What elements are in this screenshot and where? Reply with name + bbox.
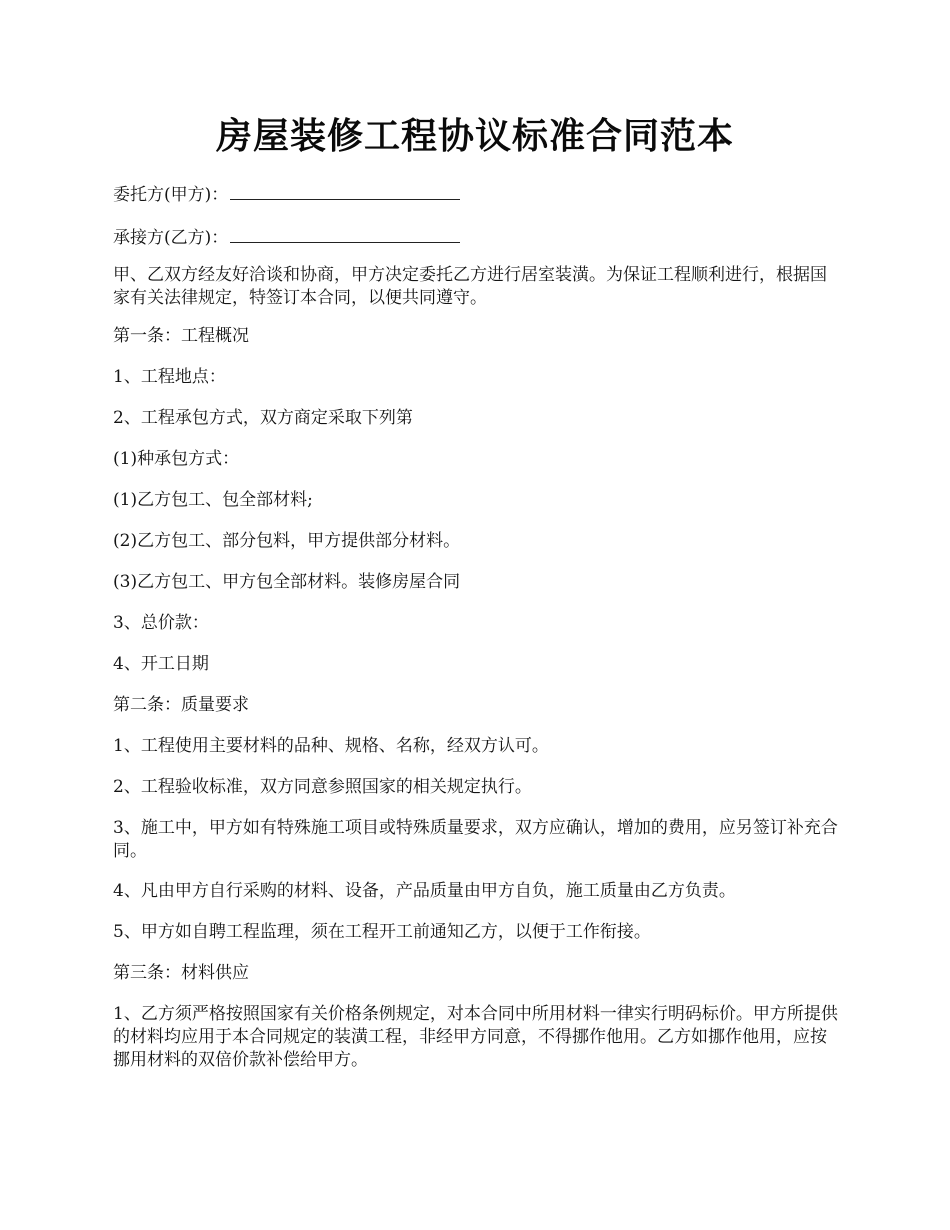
party-a-line [113,181,843,207]
clause-item: (2)乙方包工、部分包料，甲方提供部分材料。 [113,531,461,551]
clause-item: 1、乙方须严格按照国家有关价格条例规定，对本合同中所用材料一律实行明码标价。甲方所提供的材料均应用于本合同规定的装潢工程，非经甲方同意，不得挪作他用。乙方如挪作他用，应按挪用材料的双倍价款补偿给甲方。 [113,1004,838,1070]
section-heading: 第二条：质量要求 [113,695,249,715]
clause-item: 5、甲方如自聘工程监理，须在工程开工前通知乙方，以便于工作衔接。 [113,922,651,942]
clause-item: (1)乙方包工、包全部材料; [113,490,313,510]
party-b-label: 承接方(乙方)： [113,228,229,248]
clause-item: 3、施工中，甲方如有特殊施工项目或特殊质量要求，双方应确认，增加的费用，应另签订补充合同。 [113,818,838,861]
party-a-label: 委托方(甲方)： [113,185,229,205]
document-title: 房屋装修工程协议标准合同范本 [215,115,734,157]
party-b-line [113,224,843,250]
party-a-blank [230,181,460,200]
clause-item: (1)种承包方式： [113,449,240,469]
intro-paragraph: 甲、乙双方经友好洽谈和协商，甲方决定委托乙方进行居室装潢。为保证工程顺利进行，根据国家有关法律规定，特签订本合同，以便共同遵守。 [113,265,827,308]
section-heading: 第三条：材料供应 [113,963,249,983]
clause-item: 4、凡由甲方自行采购的材料、设备，产品质量由甲方自负，施工质量由乙方负责。 [113,881,736,901]
clause-item: 1、工程地点： [113,367,226,387]
clause-item: 3、总价款： [113,613,209,633]
section-heading: 第一条：工程概况 [113,326,249,346]
clause-item: 1、工程使用主要材料的品种、规格、名称，经双方认可。 [113,736,549,756]
clause-item: 2、工程承包方式，双方商定采取下列第 [113,408,413,428]
party-b-blank [230,224,460,243]
clause-item: 4、开工日期 [113,654,209,674]
clause-item: (3)乙方包工、甲方包全部材料。装修房屋合同 [113,572,461,592]
clause-item: 2、工程验收标准，双方同意参照国家的相关规定执行。 [113,777,532,797]
